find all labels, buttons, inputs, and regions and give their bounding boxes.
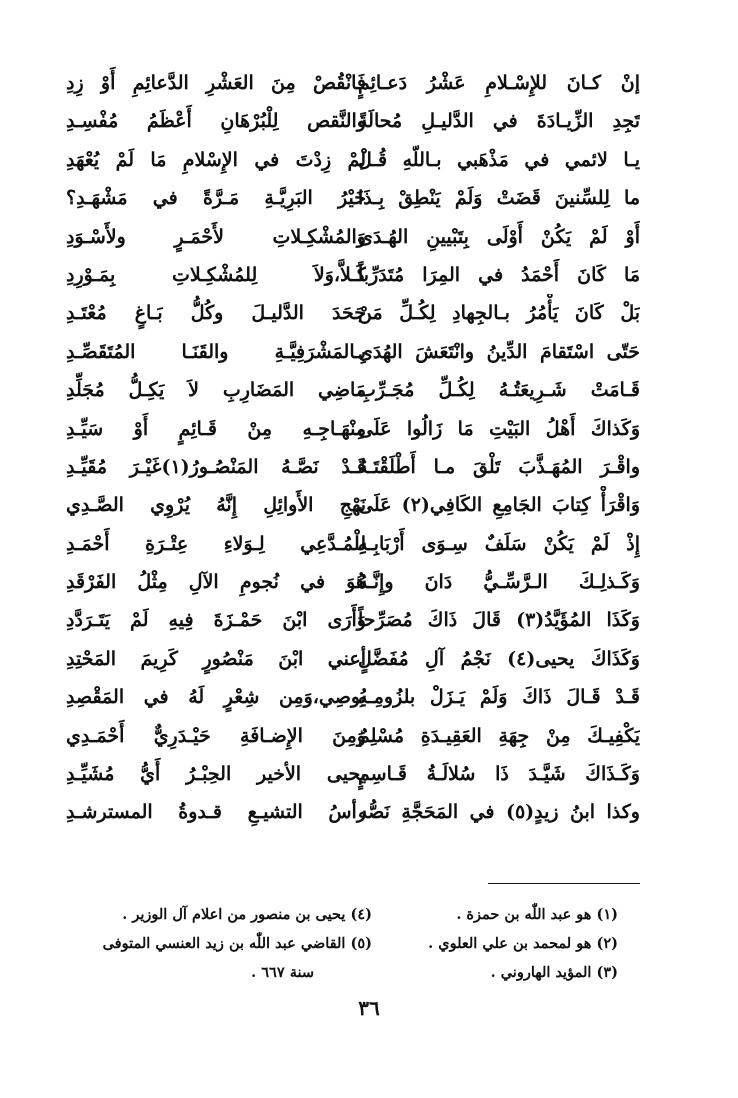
verse-line: جَحَدَ الدَّليـلَ وكُلُّ بَـاغٍ مُعْتَـدِ bbox=[66, 302, 366, 325]
verse-line: نَهْجِ الأَوائِلِ إِنَّهُ يُرْوِي الصَّـدِي bbox=[66, 494, 366, 517]
footnote: (٥) القاضي عبد اللّٰه بن زيد العنسي المتوفى bbox=[102, 935, 372, 952]
verse-line: كَـلاَّ،وَلاَ لِلمُشْكِـلاتِ بِمَـوْرِدِ bbox=[66, 263, 366, 286]
page-number: ٣٦ bbox=[358, 996, 380, 1020]
footnote: (٤) يحيى بن منصور من اعلام آل الوزير . bbox=[122, 906, 372, 923]
verse-line: وَكَذَاكَ يحيى(٤) نَجْمُ آلِ مُفَضَّلٍ bbox=[358, 647, 640, 670]
verse-line: رأسُ التشيـعِ قـدوةُ المسترشـدِ bbox=[66, 801, 366, 824]
verse-line: إِذْ لَمْ يَكُنْ سَلَفٌ سِـوَى أَرْبَابِـهِ bbox=[358, 532, 640, 555]
footnote: (٢) هو لمحمد بن علي العلوي . bbox=[428, 935, 618, 952]
verse-line: وَكَذَا المُؤَيَّدُ(٣) قَالَ ذَاكَ مُصَرِّحاً bbox=[358, 609, 640, 632]
verse-line: قَـدْ قَـالَ ذَاكَ وَلَمْ يَـزَلْ بلزُومِـهِ bbox=[358, 686, 640, 709]
footnote: (٣) المؤيد الهاروني . bbox=[490, 964, 618, 981]
footnote: (١) هو عبد اللّٰه بن حمزة . bbox=[456, 906, 618, 923]
verse-line: والنَّقص لِلْبُرْهَانِ أَعْظَمُ مُفْسِـدِ bbox=[66, 110, 366, 133]
verse-line: يَكْفِيـكَ مِنْ جِهَةِ العَقِيـدَةِ مُسْلِمٌ bbox=[358, 724, 640, 747]
footnote: سنة ٦٦٧ . bbox=[251, 964, 314, 981]
verse-line: وَمِنَ الإِضـافَةِ حَيْـدَرِيٌّ أَحْمَـدِي bbox=[66, 724, 366, 747]
verse-line: وَأَرَى ابْنَ حَمْـزَةَ فِيهِ لَمْ يَتَـرَدَّدِ bbox=[66, 609, 366, 632]
verse-line: واقْـرَ المُهَـذَّبَ تَلْقَ مـا أَطْلَقْتَـهُ bbox=[358, 455, 640, 478]
verse-line: مِنْهَـاجِـهِ مِنْ قَـائِمٍ أَوْ سَيِّـدِ bbox=[66, 417, 366, 440]
verse-line: هُوَ في نُجومِ الآلِ مِثْلُ الفَرْقَدِ bbox=[66, 571, 366, 594]
verse-line: إنْ كـانَ للإِسْـلامِ عَشْرُ دَعـائِمٍ bbox=[358, 72, 640, 94]
verse-line: وَكَـذلِـكَ الـرَّسِّـيُّ دَانَ وإِنَّـهُ bbox=[358, 571, 640, 594]
verse-line: بَلْ كَانَ يَأْمُرُ بـالجِهادِ لِكُـلِّ مَنْ bbox=[358, 302, 640, 325]
verse-line: يـا لائمي في مَذْهَبي بـاللّهِ قُـلْ bbox=[358, 148, 640, 171]
verse-line: بِـالمَشْرَفِيَّـةِ والقَنَـا المُتَقَصِّـدِ bbox=[66, 340, 366, 363]
verse-line: قَـامَتْ شَـرِيعَتُـهُ لِكُـلِّ مُجَـرِّبِ bbox=[358, 379, 640, 402]
verse-line: تَجِدِ الزِّيـادَةَ في الدَّليـلِ مُحالَةً bbox=[358, 110, 640, 133]
verse-line: يحيى الأخير الحِبْـرُ أَيُّ مُشَيِّـدِ bbox=[66, 763, 366, 786]
verse-line: فَانْقُصْ مِنَ العَشْرِ الدَّعائِمِ أَوْ زِدِ bbox=[66, 72, 366, 94]
verse-line: خَيْرُ البَرِيَّـةِ مَـرَّةً في مَشْهَـدِ؟ bbox=[66, 187, 366, 210]
verse-line: ما لِلسِّنينَ قَضَتْ وَلَمْ يَنْطِقْ بِـذَا bbox=[358, 187, 640, 210]
verse-line: حَتّى اسْتَقامَ الدِّينُ وانْتَعَشَ الهُدَى bbox=[358, 340, 640, 363]
footnotes-left bbox=[72, 900, 372, 987]
verse-line: لِمْ زِدْتَ في الإِسْلامِ مَا لَمْ يُعْهَدِ bbox=[66, 148, 366, 171]
verse-line: وَكَذاكَ أَهْلُ البَيْتِ مَا زَالُوا عَلَى bbox=[358, 417, 640, 440]
verse-line: قَـدْ نَصَّـهُ المَنْصُـورُ(١)غَيْـرَ مُقَيِّـدِ bbox=[66, 455, 366, 478]
verse-line: يُوصِي،وَمِن شِعْرٍ لَهُ في المَقْصِدِ bbox=[66, 686, 366, 709]
poem-second-hemistichs bbox=[66, 64, 366, 832]
verse-line: أعني ابْنَ مَنْصُورٍ كَرِيمَ المَحْتِدِ bbox=[66, 647, 366, 670]
verse-line: لِلْمُـدَّعِي لِـوَلاءِ عِتْـرَةِ أَحْمَـدِ bbox=[66, 532, 366, 555]
verse-line: وكذا ابنُ زيدٍ(٥) في المَحَجَّةِ نَصُّه bbox=[358, 801, 640, 824]
verse-line: مَاضِي المَضَارِبِ لاَ يَكِـلُّ مُجَلِّدِ bbox=[66, 379, 366, 402]
poem-body bbox=[0, 64, 738, 864]
verse-line: مَا كَانَ أَحْمَدُ في المِرَا مُتَدَرِّباً bbox=[358, 263, 640, 286]
verse-line: وَاقْرَأْ كِتابَ الجَامِعِ الكَافِي(٢) عَلَى bbox=[358, 494, 640, 517]
verse-line: وَالمُشْكِـلاتِ لأَحْمَـرٍ ولأَسْـوَدِ bbox=[66, 225, 366, 248]
verse-line: وَكَـذَاكَ شَيَّـدَ ذَا سُلالَـةُ قَـاسِمٍ bbox=[358, 763, 640, 786]
poem-first-hemistichs bbox=[358, 64, 640, 832]
verse-line: أَوْ لَمْ يَكُنْ أَوْلَى بِتَبْيينِ الهُـدَى bbox=[358, 225, 640, 248]
footnotes-right bbox=[368, 900, 618, 987]
footnote-separator bbox=[488, 883, 640, 884]
